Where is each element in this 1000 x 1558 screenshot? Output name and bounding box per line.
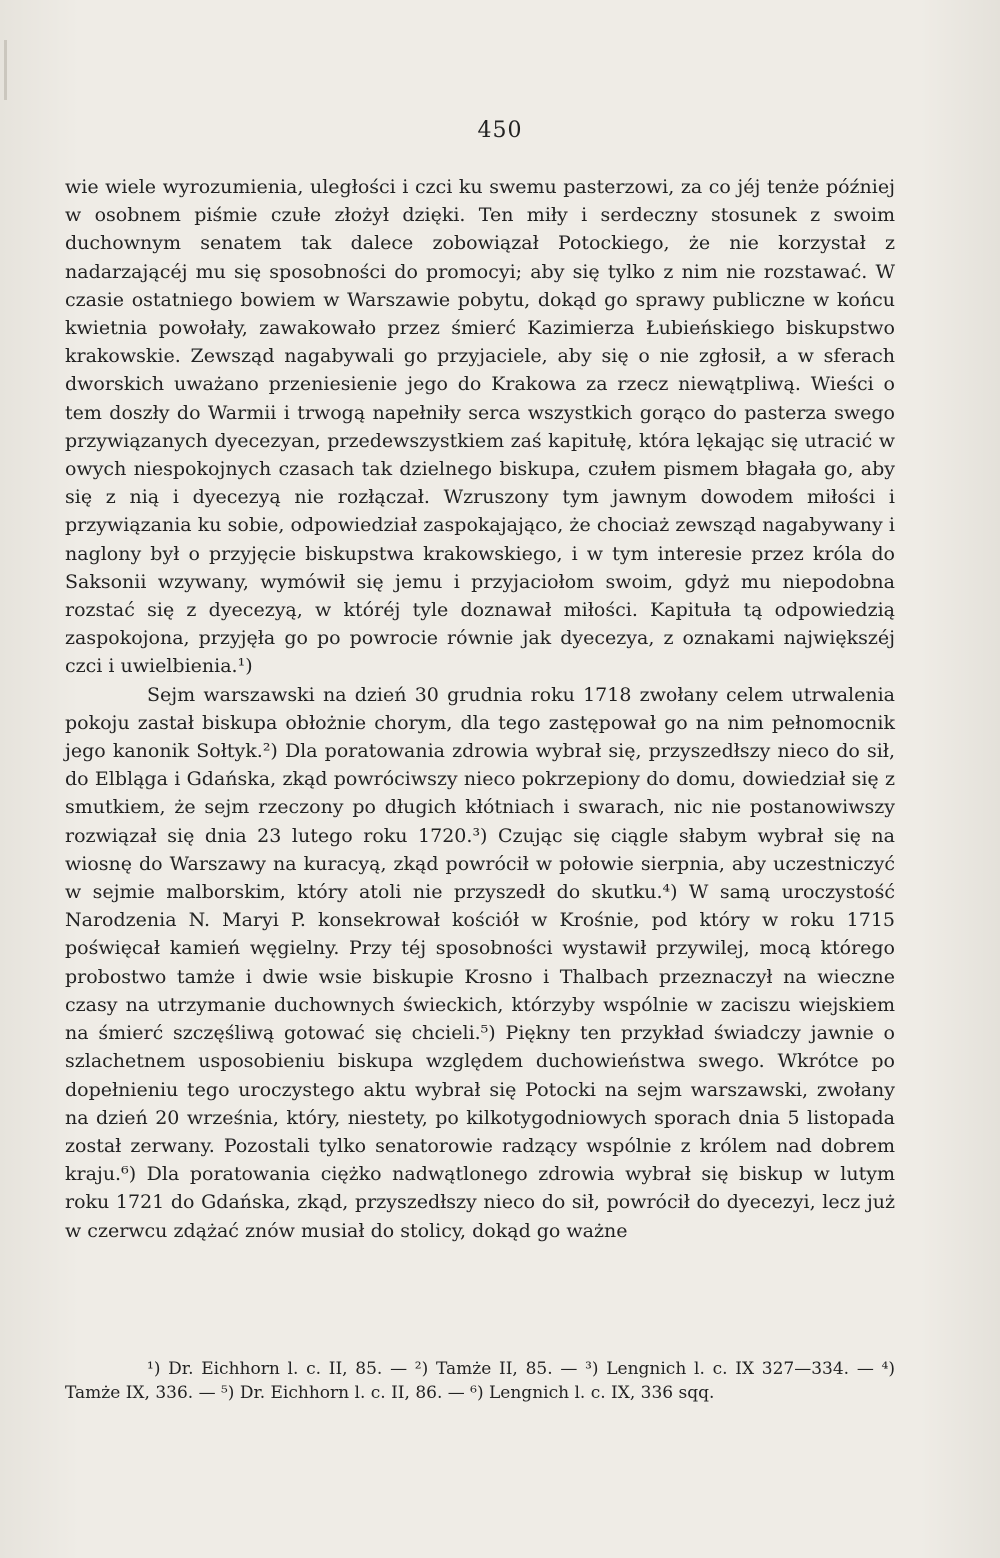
paragraph-1: wie wiele wyrozumienia, uległości i czci ku swemu pasterzowi, za co jéj tenże później w osobnem piśmie czułe złożył dzięki. Ten miły i serdeczny stosunek z swoim duchownym senatem tak dalece zobowiązał Potockiego, że nie korzystał z nadarzającéj mu się sposobności do promocyi; aby się tylko z nim nie rozstawać. W czasie ostatniego bowiem w Warszawie pobytu, dokąd go sprawy publiczne w końcu kwietnia powołały, zawakowało przez śmierć Kazimierza Łubieńskiego biskupstwo krakowskie. Zewsząd nagabywali go przyjaciele, aby się o nie zgłosił, a w sferach dworskich uważano przeniesienie jego do Krakowa za rzecz niewątpliwą. Wieści o tem doszły do Warmii i trwogą napełniły serca wszystkich gorąco do pasterza swego przywiązanych dyecezyan, przedewszystkiem zaś kapitułę, która lękając się utracić w owych niespokojnych czasach tak dzielnego biskupa, czułem pismem błagała go, aby się z nią i dyecezyą nie rozłączał. Wzruszony tym jawnym dowodem miłości i przywiązania ku sobie, odpowiedział zaspokajająco, że chociaż zewsząd nagabywany i naglony był o przyjęcie biskupstwa krakowskiego, i w tym interesie przez króla do Saksonii wzywany, wymówił się jemu i przyjaciołom swoim, gdyż mu niepodobna rozstać się z dyecezyą, w któréj tyle doznawał miłości. Kapituła tą odpowiedzią zaspokojona, przyjęła go po powrocie równie jak dyecezya, z oznakami największéj czci i uwielbienia.¹) — [65, 176, 895, 678]
binding-shadow — [4, 40, 7, 100]
page-number: 450 — [477, 118, 523, 143]
footnotes — [65, 1357, 895, 1405]
body-text — [65, 173, 895, 1245]
paragraph-2: Sejm warszawski na dzień 30 grudnia roku 1718 zwołany celem utrwalenia pokoju zastał biskupa obłożnie chorym, dla tego zastępował go na nim pełnomocnik jego kanonik Sołtyk.²) Dla poratowania zdrowia wybrał się, przyszedłszy nieco do sił, do Elbląga i Gdańska, zkąd powróciwszy nieco pokrzepiony do domu, dowiedział się z smutkiem, że sejm rzeczony po długich kłótniach i swarach, nic nie postanowiwszy rozwiązał się dnia 23 lutego roku 1720.³) Czując się ciągle słabym wybrał się na wiosnę do Warszawy na kuracyą, zkąd powrócił w połowie sierpnia, aby uczestniczyć w sejmie malborskim, który atoli nie przyszedł do skutku.⁴) W samą uroczystość Narodzenia N. Maryi P. konsekrował kościół w Krośnie, pod który w roku 1715 poświęcał kamień węgielny. Przy téj sposobności wystawił przywilej, mocą którego probostwo tamże i dwie wsie biskupie Krosno i Thalbach przeznaczył na wieczne czasy na utrzymanie duchownych świeckich, którzyby wspólnie w zaciszu wiejskiem na śmierć szczęśliwą gotować się chcieli.⁵) Piękny ten przykład świadczy jawnie o szlachetnem usposobieniu biskupa względem duchowieństwa swego. Wkrótce po dopełnieniu tego uroczystego aktu wybrał się Potocki na sejm warszawski, zwołany na dzień 20 września, który, niestety, po kilkotygodniowych sporach dnia 5 listopada został zerwany. Pozostali tylko senatorowie radzący wspólnie z królem nad dobrem kraju.⁶) Dla poratowania ciężko nadwątlonego zdrowia wybrał się biskup w lutym roku 1721 do Gdańska, zkąd, przyszedłszy nieco do sił, powrócił do dyecezyi, lecz już w czerwcu zdążać znów musiał do stolicy, dokąd go ważne — [65, 683, 895, 1242]
footnote-block: ¹) Dr. Eichhorn l. c. II, 85. — ²) Tamże II, 85. — ³) Lengnich l. c. IX 327—334. — ⁴) Tamże IX, 336. — ⁵) Dr. Eichhorn l. c. II, 86. — ⁶) Lengnich l. c. IX, 336 sqq. — [65, 1359, 895, 1403]
